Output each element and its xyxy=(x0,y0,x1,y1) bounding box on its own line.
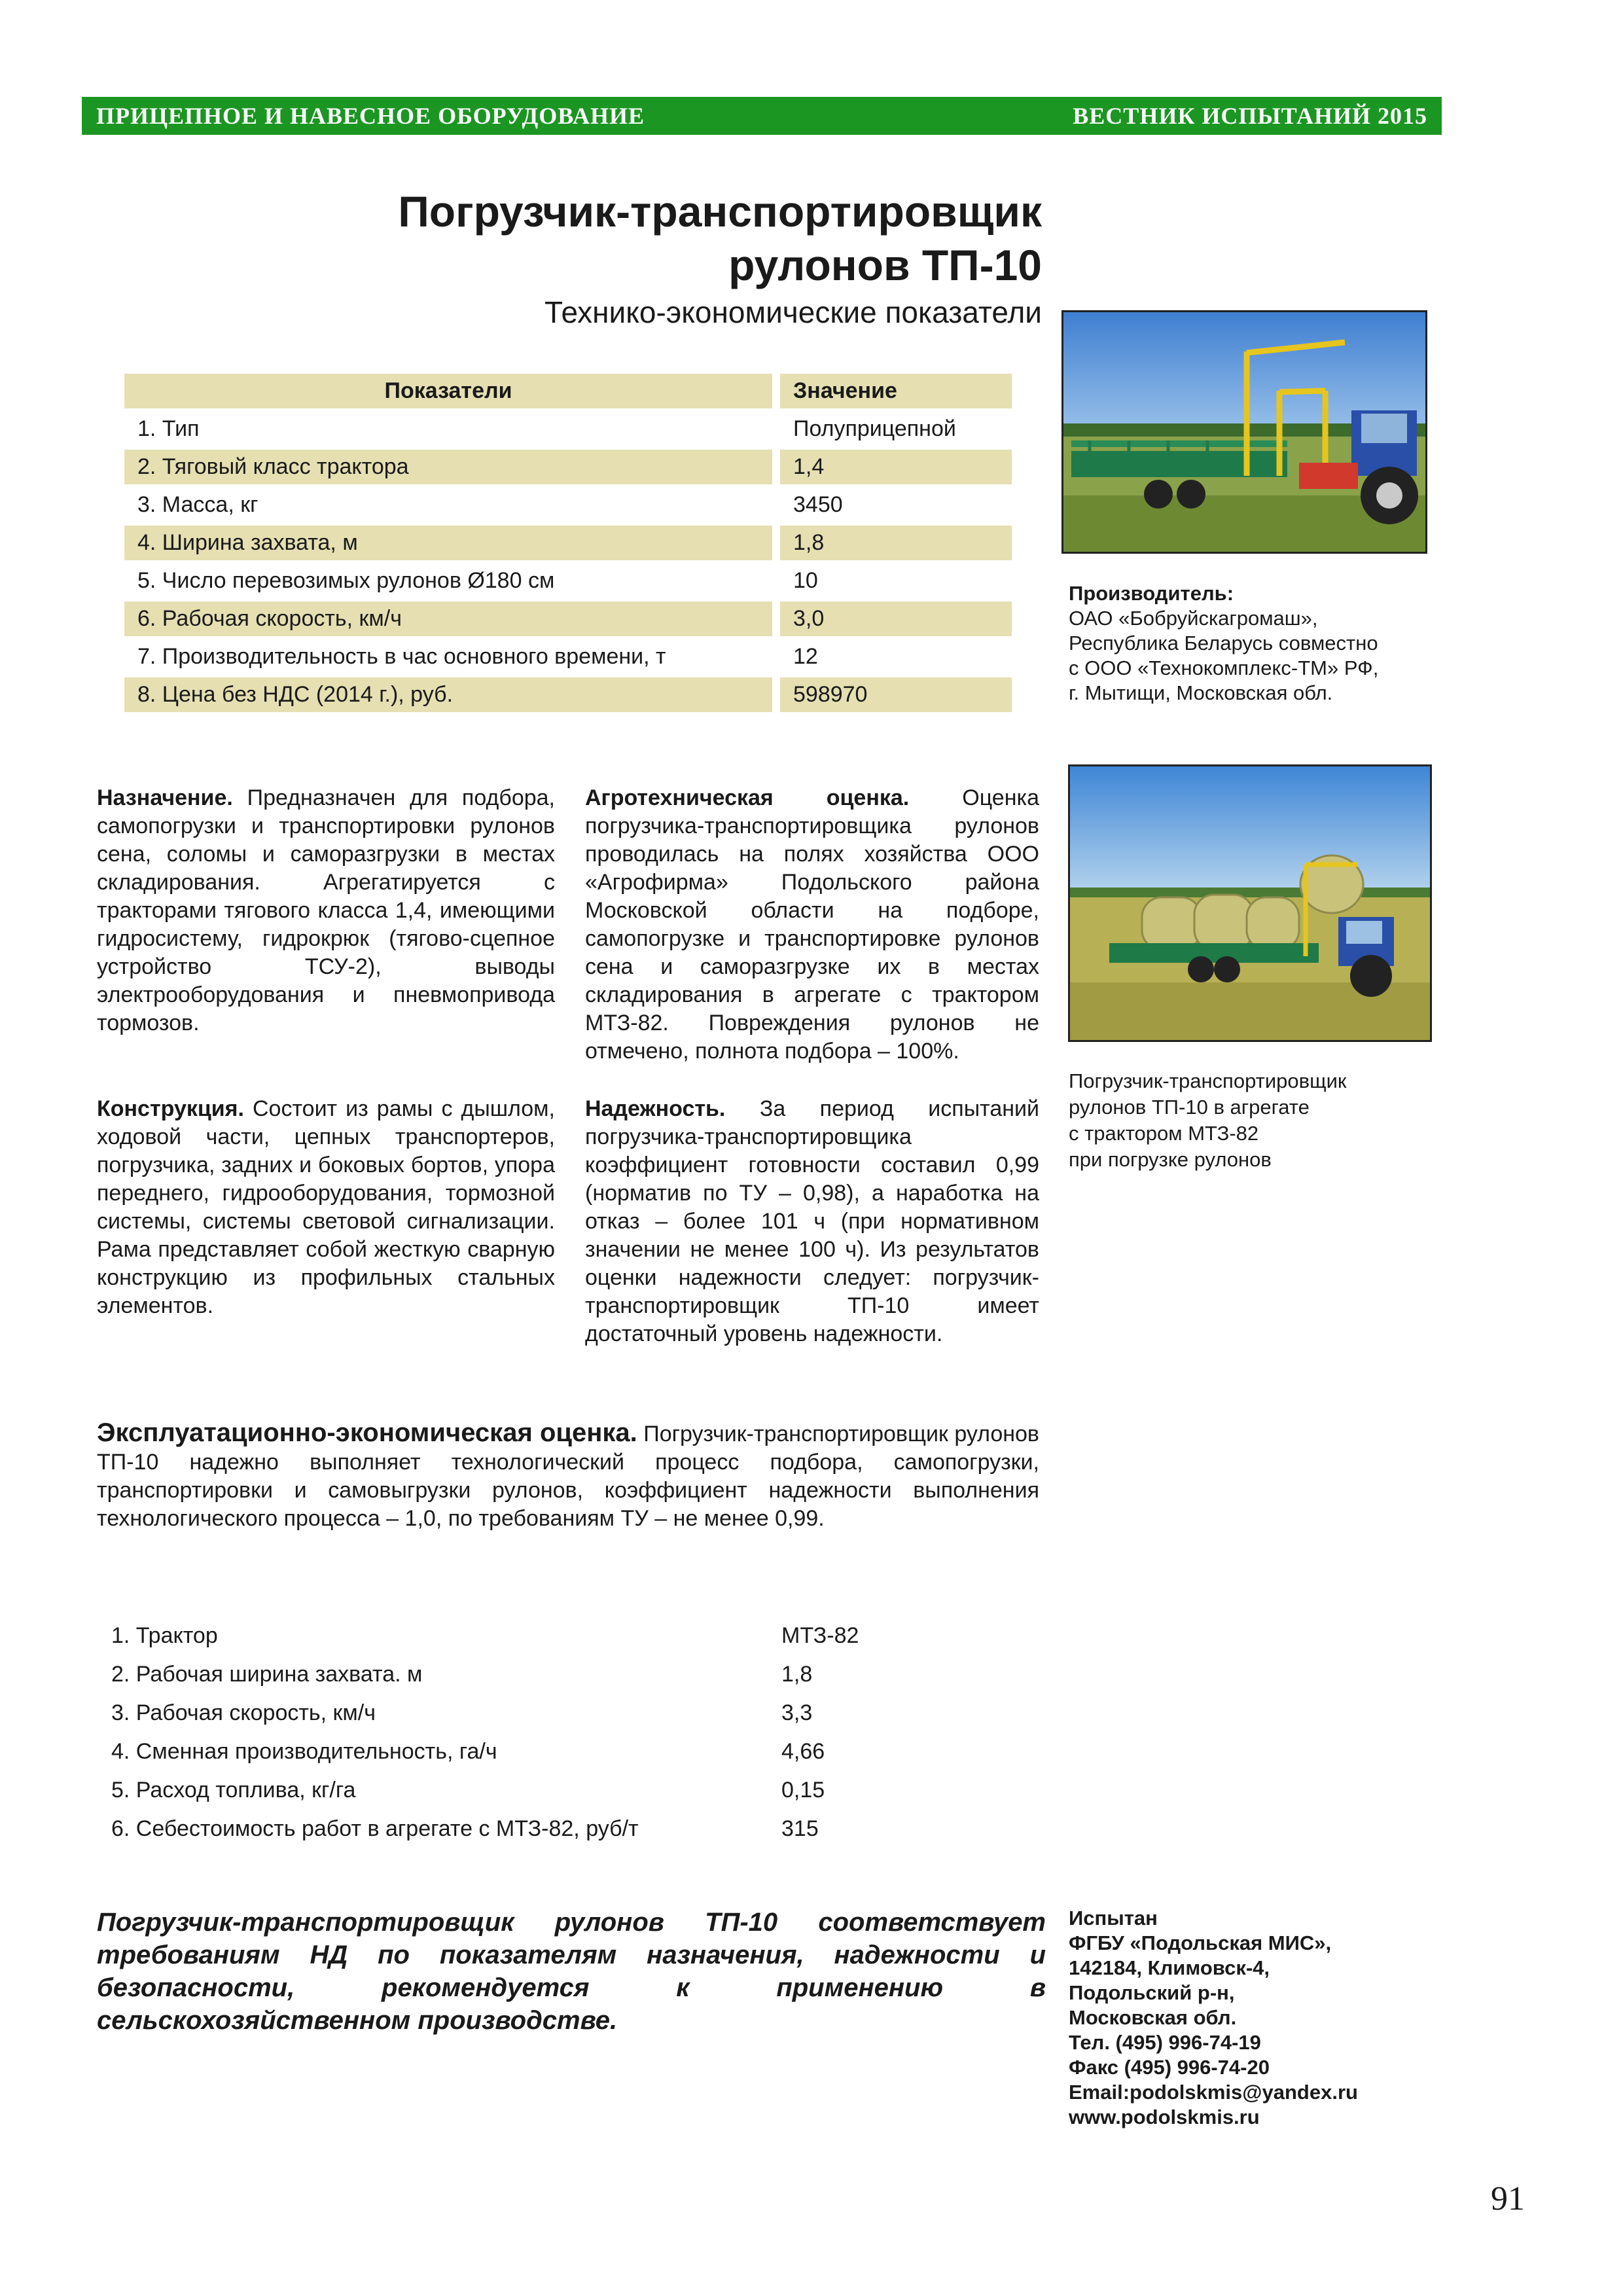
spec-name: 7. Производительность в час основного времени, т xyxy=(137,644,666,669)
purpose-heading: Назначение. xyxy=(97,785,233,810)
tested-fax: Факс (495) 996-74-20 xyxy=(1069,2056,1270,2079)
spec-value: 1,4 xyxy=(780,450,1012,484)
table-row xyxy=(97,1771,859,1810)
caption-line: рулонов ТП-10 в агрегате xyxy=(1069,1096,1310,1119)
spec-value: 12 xyxy=(793,644,818,669)
spec-name: 5. Число перевозимых рулонов Ø180 см xyxy=(137,568,555,593)
spec-col-name-header: Показатели xyxy=(124,374,772,408)
tested-line: Подольский р-н, xyxy=(1069,1981,1235,2004)
spec-col-value-header: Значение xyxy=(780,374,1012,408)
spec-name: 8. Цена без НДС (2014 г.), руб. xyxy=(124,677,772,712)
spec-table-header xyxy=(124,374,1012,408)
agro-text: Оценка погрузчика-транспортировщика рулонов проводилась на полях хозяйства ООО «Агрофирма» Подольского района Московской области на подборе, самопогрузке и транспортировке рулонов сена и саморазгрузке их в местах складирования в агрегате с трактором МТЗ-82. Повреждения рулонов не отмечено, полнота подбора – 100%. xyxy=(585,785,1040,1064)
table-row xyxy=(97,1810,859,1848)
spec-name: 2. Тяговый класс трактора xyxy=(124,450,772,484)
econ-name: 6. Себестоимость работ в агрегате с МТЗ-82, руб/т xyxy=(111,1816,639,1841)
spec-value: Полуприцепной xyxy=(793,416,956,441)
tested-line: 142184, Климовск-4, xyxy=(1069,1956,1270,1979)
econ-name: 4. Сменная производительность, га/ч xyxy=(111,1739,497,1764)
manufacturer-line: г. Мытищи, Московская обл. xyxy=(1069,681,1333,704)
econ-table xyxy=(97,1617,859,1848)
spec-value: 3450 xyxy=(793,492,843,517)
tested-line: Московская обл. xyxy=(1069,2006,1237,2029)
title-line-2: рулонов ТП-10 xyxy=(728,241,1042,289)
agro-section xyxy=(585,784,1039,1066)
table-row xyxy=(97,1694,859,1732)
econ-value: 3,3 xyxy=(781,1700,813,1725)
table-row xyxy=(97,1732,859,1771)
spec-name: 3. Масса, кг xyxy=(137,492,259,517)
conclusion-text: Погрузчик-транспортировщик рулонов ТП-10 соответствует требованиям НД по показателям назначения, надежности и безопасности, рекомендуется к применению в сельскохозяйственном производстве. xyxy=(97,1908,1046,2035)
agro-heading: Агротехническая оценка. xyxy=(585,785,910,810)
design-text: Состоит из рамы с дышлом, ходовой части, цепных транспортеров, погрузчика, задних и боковых бортов, упора переднего, гидрооборудования, тормозной системы, системы световой сигнализации. Рама представляет собой жесткую сварную конструкцию из профильных стальных элементов. xyxy=(97,1096,555,1318)
econ-value: 1,8 xyxy=(781,1662,813,1687)
econ-text: Погрузчик-транспортировщик рулонов ТП-10 надежно выполняет технологический процесс подбора, самопогрузки, транспортировки и самовыгрузки рулонов, коэффициент надежности выполнения технологического процесса – 1,0, по требованиям ТУ – не менее 0,99. xyxy=(97,1422,1039,1531)
caption-line: с трактором МТЗ-82 xyxy=(1069,1122,1259,1145)
spec-value: 10 xyxy=(793,568,818,593)
table-row xyxy=(97,1617,859,1655)
spec-value: 1,8 xyxy=(780,526,1012,560)
title-line-1: Погрузчик-транспортировщик xyxy=(398,187,1042,236)
page-subtitle: Технико-экономические показатели xyxy=(544,295,1042,329)
econ-value: 4,66 xyxy=(781,1739,825,1764)
photo-caption xyxy=(1069,1068,1435,1173)
table-row xyxy=(124,601,1012,636)
tested-line: ФГБУ «Подольская МИС», xyxy=(1069,1931,1332,1954)
econ-section xyxy=(97,1419,1039,1533)
caption-line: при погрузке рулонов xyxy=(1069,1148,1272,1171)
tested-email-link[interactable]: Email:podolskmis@yandex.ru xyxy=(1069,2081,1358,2104)
manufacturer-line: Республика Беларусь совместно xyxy=(1069,632,1378,655)
reliability-section xyxy=(585,1095,1039,1348)
manufacturer-info xyxy=(1069,581,1435,706)
loader-photo-1 xyxy=(1061,310,1427,554)
econ-name: 2. Рабочая ширина захвата. м xyxy=(111,1662,423,1687)
table-row xyxy=(124,677,1012,712)
design-section xyxy=(97,1095,555,1320)
section-header-bar xyxy=(82,97,1442,135)
spec-table xyxy=(124,370,1012,715)
header-section-title: ПРИЦЕПНОЕ И НАВЕСНОЕ ОБОРУДОВАНИЕ xyxy=(96,103,645,129)
reliability-text: За период испытаний погрузчика-транспортировщика коэффициент готовности составил 0,99 (норматив по ТУ – 0,98), а наработка на отказ – более 101 ч (при нормативном значении не менее 100 ч). Из результатов оценки надежности следует: погрузчик-транспортировщик ТП-10 имеет достаточный уровень надежности. xyxy=(585,1096,1040,1346)
header-journal-title: ВЕСТНИК ИСПЫТАНИЙ 2015 xyxy=(1073,103,1427,129)
manufacturer-line: с ООО «Технокомплекс-ТМ» РФ, xyxy=(1069,656,1379,679)
tested-phone: Тел. (495) 996-74-19 xyxy=(1069,2031,1261,2054)
table-row xyxy=(124,450,1012,484)
econ-heading: Эксплуатационно-экономическая оценка. xyxy=(97,1418,637,1447)
spec-value: 3,0 xyxy=(780,601,1012,636)
purpose-text: Предназначен для подбора, самопогрузки и транспортировки рулонов сена, соломы и саморазгрузки в местах складирования. Агрегатируется с тракторами тягового класса 1,4, имеющими гидросистему, гидрокрюк (тягово-сцепное устройство ТСУ-2), выводы электрооборудования и пневмопривода тормозов. xyxy=(97,785,555,1035)
purpose-section xyxy=(97,784,555,1037)
spec-name: 6. Рабочая скорость, км/ч xyxy=(124,601,772,636)
loader-photo-2 xyxy=(1068,764,1432,1042)
tested-website-link[interactable]: www.podolskmis.ru xyxy=(1069,2106,1260,2128)
design-heading: Конструкция. xyxy=(97,1096,244,1121)
caption-line: Погрузчик-транспортировщик xyxy=(1069,1069,1347,1092)
page-title xyxy=(196,185,1042,292)
spec-name: 1. Тип xyxy=(137,416,200,441)
tested-line: Испытан xyxy=(1069,1907,1158,1929)
reliability-heading: Надежность. xyxy=(585,1096,726,1121)
econ-name: 1. Трактор xyxy=(111,1623,218,1648)
table-row xyxy=(124,412,1012,446)
page-number: 91 xyxy=(1491,2180,1525,2217)
econ-value: 315 xyxy=(781,1816,819,1841)
econ-value: 0,15 xyxy=(781,1778,825,1803)
manufacturer-label: Производитель: xyxy=(1069,582,1234,605)
table-row xyxy=(124,564,1012,598)
table-row xyxy=(124,639,1012,674)
spec-value: 598970 xyxy=(780,677,1012,712)
table-row xyxy=(97,1655,859,1694)
econ-name: 5. Расход топлива, кг/га xyxy=(111,1778,356,1803)
tested-by-info xyxy=(1069,1906,1435,2130)
spec-name: 4. Ширина захвата, м xyxy=(124,526,772,560)
econ-value: МТЗ-82 xyxy=(781,1623,859,1648)
table-row xyxy=(124,488,1012,522)
econ-name: 3. Рабочая скорость, км/ч xyxy=(111,1700,376,1725)
manufacturer-line: ОАО «Бобруйскагромаш», xyxy=(1069,607,1318,630)
table-row xyxy=(124,526,1012,560)
